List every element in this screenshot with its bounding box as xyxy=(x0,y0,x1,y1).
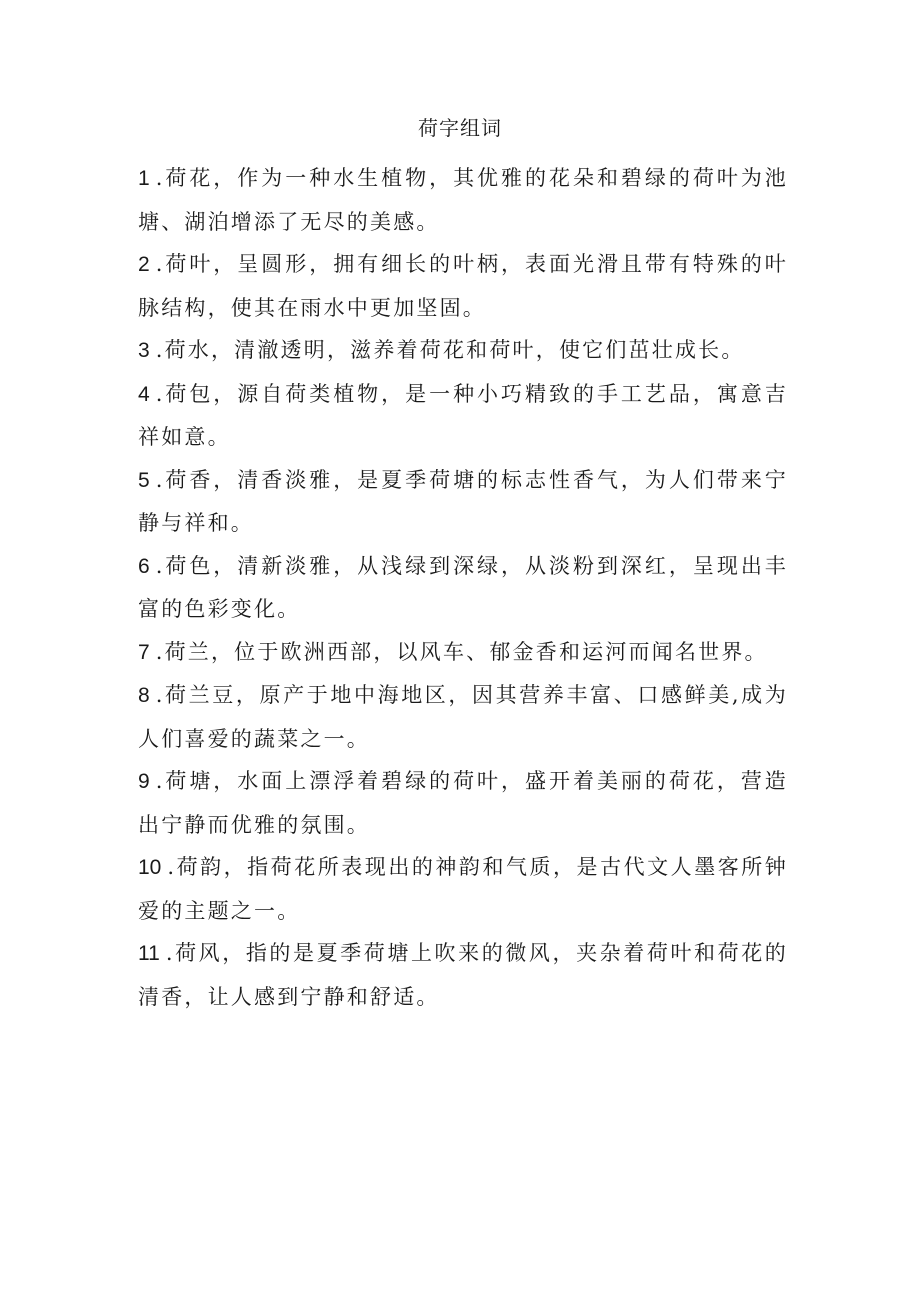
item-number: 2 xyxy=(138,253,150,276)
word-list xyxy=(138,157,788,1018)
list-item xyxy=(138,760,788,846)
item-text: .荷水，清澈透明，滋养着荷花和荷叶，使它们茁壮成长。 xyxy=(155,338,745,362)
list-item xyxy=(138,243,788,329)
item-number: 8 xyxy=(138,684,150,707)
item-number: 4 xyxy=(138,382,150,406)
list-item xyxy=(138,674,788,760)
list-item xyxy=(138,545,788,631)
list-item xyxy=(138,846,788,932)
item-number: 7 xyxy=(138,640,150,664)
item-number: 1 xyxy=(138,167,150,190)
list-item xyxy=(138,329,788,373)
list-item xyxy=(138,932,788,1018)
item-number: 6 xyxy=(138,554,150,578)
item-text: .荷色，清新淡雅，从浅绿到深绿，从淡粉到深红，呈现出丰富的色彩变化。 xyxy=(138,553,788,621)
item-number: 3 xyxy=(138,339,150,362)
item-text: .荷叶，呈圆形，拥有细长的叶柄，表面光滑且带有特殊的叶脉结构，使其在雨水中更加坚固。 xyxy=(138,252,788,320)
list-item xyxy=(138,373,788,459)
list-item xyxy=(138,631,788,675)
item-number: 10 xyxy=(138,856,162,879)
item-number: 5 xyxy=(138,468,150,492)
document-title: 荷字组词 xyxy=(418,116,502,140)
list-item xyxy=(138,459,788,545)
item-text: .荷韵，指荷花所表现出的神韵和气质，是古代文人墨客所钟爱的主题之一。 xyxy=(138,855,788,923)
list-item xyxy=(138,157,788,243)
item-text: .荷风，指的是夏季荷塘上吹来的微风，夹杂着荷叶和荷花的清香，让人感到宁静和舒适。 xyxy=(138,941,788,1009)
item-text: .荷包，源自荷类植物，是一种小巧精致的手工艺品，寓意吉祥如意。 xyxy=(138,381,788,449)
item-text: .荷香，清香淡雅，是夏季荷塘的标志性香气，为人们带来宁静与祥和。 xyxy=(138,467,788,535)
item-text: .荷花，作为一种水生植物，其优雅的花朵和碧绿的荷叶为池塘、湖泊增添了无尽的美感。 xyxy=(138,166,788,234)
item-text: .荷兰，位于欧洲西部，以风车、郁金香和运河而闻名世界。 xyxy=(155,639,768,664)
item-number: 11 xyxy=(138,942,160,965)
item-text: .荷兰豆，原产于地中海地区，因其营养丰富、口感鲜美,成为人们喜爱的蔬菜之一。 xyxy=(138,683,788,751)
item-text: .荷塘，水面上漂浮着碧绿的荷叶，盛开着美丽的荷花，营造出宁静而优雅的氛围。 xyxy=(138,769,788,837)
item-number: 9 xyxy=(138,770,150,793)
